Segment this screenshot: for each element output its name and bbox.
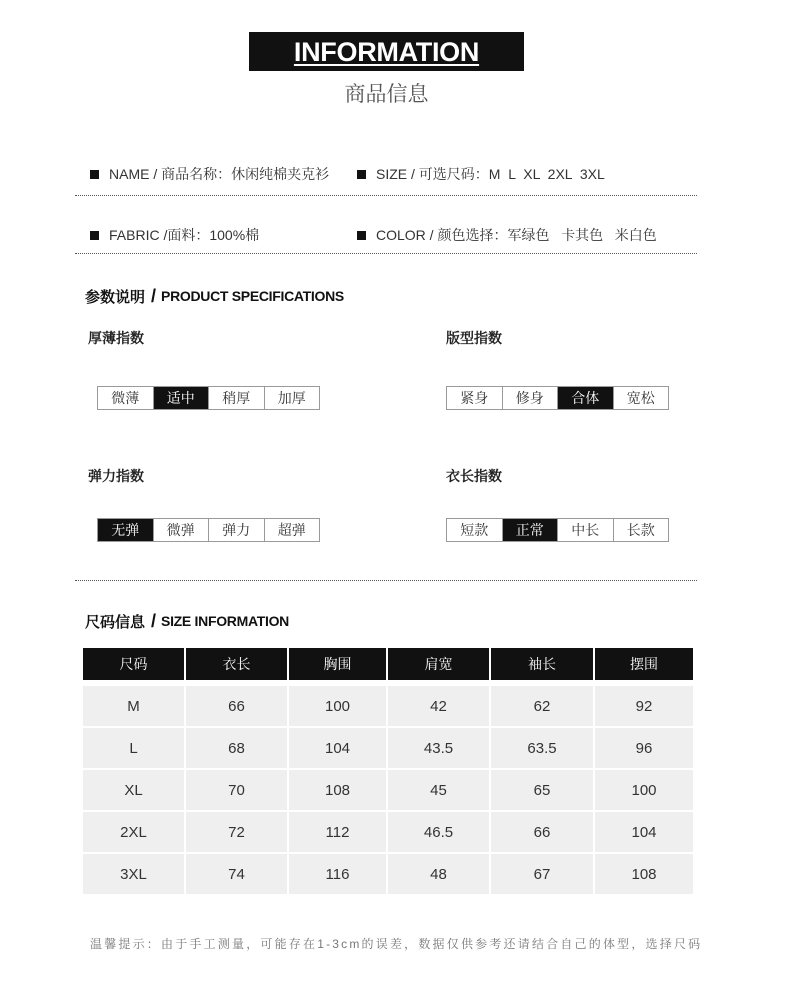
table-cell: 104: [595, 812, 693, 852]
spec-option: 适中: [153, 387, 209, 409]
info-label: SIZE / 可选尺码：: [376, 166, 489, 182]
table-row: [83, 686, 693, 726]
info-value: M L XL 2XL 3XL: [488, 166, 605, 182]
spec-group-title: 衣长指数: [446, 468, 502, 484]
table-cell: 63.5: [491, 728, 593, 768]
title-banner: [249, 32, 524, 71]
info-label: NAME / 商品名称：: [109, 166, 232, 182]
spec-option: 超弹: [264, 519, 320, 541]
spec-option: 短款: [460, 522, 489, 538]
spec-option: 长款: [613, 519, 669, 541]
info-value: 100%棉: [209, 227, 260, 243]
table-cell: M: [83, 686, 184, 726]
table-cell: 104: [289, 728, 386, 768]
heading-separator: /: [151, 610, 157, 631]
table-cell: 67: [491, 854, 593, 894]
info-fabric: [90, 225, 259, 245]
table-cell: 96: [595, 728, 693, 768]
table-cell: 74: [186, 854, 287, 894]
section-heading-specs: [85, 285, 344, 307]
heading-cn: 参数说明: [85, 288, 146, 306]
info-color: [357, 225, 657, 245]
spec-option: 微弹: [153, 519, 209, 541]
spec-option: 加厚: [264, 387, 320, 409]
spec-options-thickness: [97, 386, 320, 410]
info-name: [90, 164, 329, 184]
spec-option: 无弹: [98, 519, 153, 541]
spec-option: 弹力: [208, 519, 264, 541]
spec-option: 正常: [502, 519, 558, 541]
table-row: [83, 770, 693, 810]
table-cell: 2XL: [83, 812, 184, 852]
spec-option: 紧身: [460, 390, 489, 406]
heading-en: SIZE INFORMATION: [161, 613, 289, 629]
table-cell: 65: [491, 770, 593, 810]
table-cell: 108: [595, 854, 693, 894]
square-bullet-icon: [90, 170, 99, 179]
square-bullet-icon: [90, 231, 99, 240]
table-cell: 42: [388, 686, 489, 726]
info-value: 休闲纯棉夹克衫: [231, 166, 330, 182]
footer-note: 温馨提示：由于手工测量，可能存在1-3cm的误差，数据仅供参考还请结合自己的体型，选择尺码: [90, 937, 703, 951]
section-heading-size: [85, 610, 289, 632]
page-title: INFORMATION: [293, 36, 480, 67]
table-header-cell: 胸围: [289, 648, 386, 680]
heading-cn: 尺码信息: [85, 613, 146, 631]
spec-options-elasticity: [97, 518, 320, 542]
spec-option: 稍厚: [208, 387, 264, 409]
table-cell: 62: [491, 686, 593, 726]
square-bullet-icon: [357, 231, 366, 240]
heading-separator: /: [151, 285, 157, 306]
table-cell: 43.5: [388, 728, 489, 768]
info-size: [357, 164, 605, 184]
table-row: [83, 812, 693, 852]
table-cell: 48: [388, 854, 489, 894]
spec-option: 中长: [557, 519, 613, 541]
table-header-cell: 袖长: [491, 648, 593, 680]
dotted-divider: [75, 253, 697, 254]
spec-group-title: 弹力指数: [88, 468, 144, 484]
table-cell: 68: [186, 728, 287, 768]
size-table: [83, 648, 693, 896]
dotted-divider: [75, 195, 697, 196]
table-cell: 46.5: [388, 812, 489, 852]
table-header-cell: 尺码: [83, 648, 184, 680]
table-row: [83, 854, 693, 894]
heading-en: PRODUCT SPECIFICATIONS: [161, 288, 344, 304]
spec-option: 合体: [557, 387, 613, 409]
spec-group-title: 厚薄指数: [88, 330, 144, 346]
page-subtitle: 商品信息: [344, 83, 429, 106]
table-cell: 72: [186, 812, 287, 852]
spec-option: 微薄: [111, 390, 140, 406]
table-cell: 100: [289, 686, 386, 726]
spec-option: 宽松: [613, 387, 669, 409]
info-label: COLOR / 颜色选择：: [376, 227, 508, 243]
table-cell: 116: [289, 854, 386, 894]
spec-options-fit: [446, 386, 669, 410]
table-header-cell: 衣长: [186, 648, 287, 680]
spec-options-length: [446, 518, 669, 542]
info-value: 军绿色 卡其色 米白色: [507, 227, 657, 243]
table-cell: XL: [83, 770, 184, 810]
table-cell: 45: [388, 770, 489, 810]
table-cell: 112: [289, 812, 386, 852]
table-header-cell: 摆围: [595, 648, 693, 680]
table-header-row: [83, 648, 693, 680]
table-cell: 3XL: [83, 854, 184, 894]
square-bullet-icon: [357, 170, 366, 179]
info-label: FABRIC /面料：: [109, 227, 210, 243]
table-cell: 66: [491, 812, 593, 852]
table-cell: 92: [595, 686, 693, 726]
table-body: [83, 686, 693, 894]
table-row: [83, 728, 693, 768]
dotted-divider: [75, 580, 697, 581]
spec-option: 修身: [502, 387, 558, 409]
table-cell: L: [83, 728, 184, 768]
spec-group-title: 版型指数: [446, 330, 502, 346]
table-cell: 70: [186, 770, 287, 810]
table-cell: 108: [289, 770, 386, 810]
table-header-cell: 肩宽: [388, 648, 489, 680]
table-cell: 66: [186, 686, 287, 726]
table-cell: 100: [595, 770, 693, 810]
